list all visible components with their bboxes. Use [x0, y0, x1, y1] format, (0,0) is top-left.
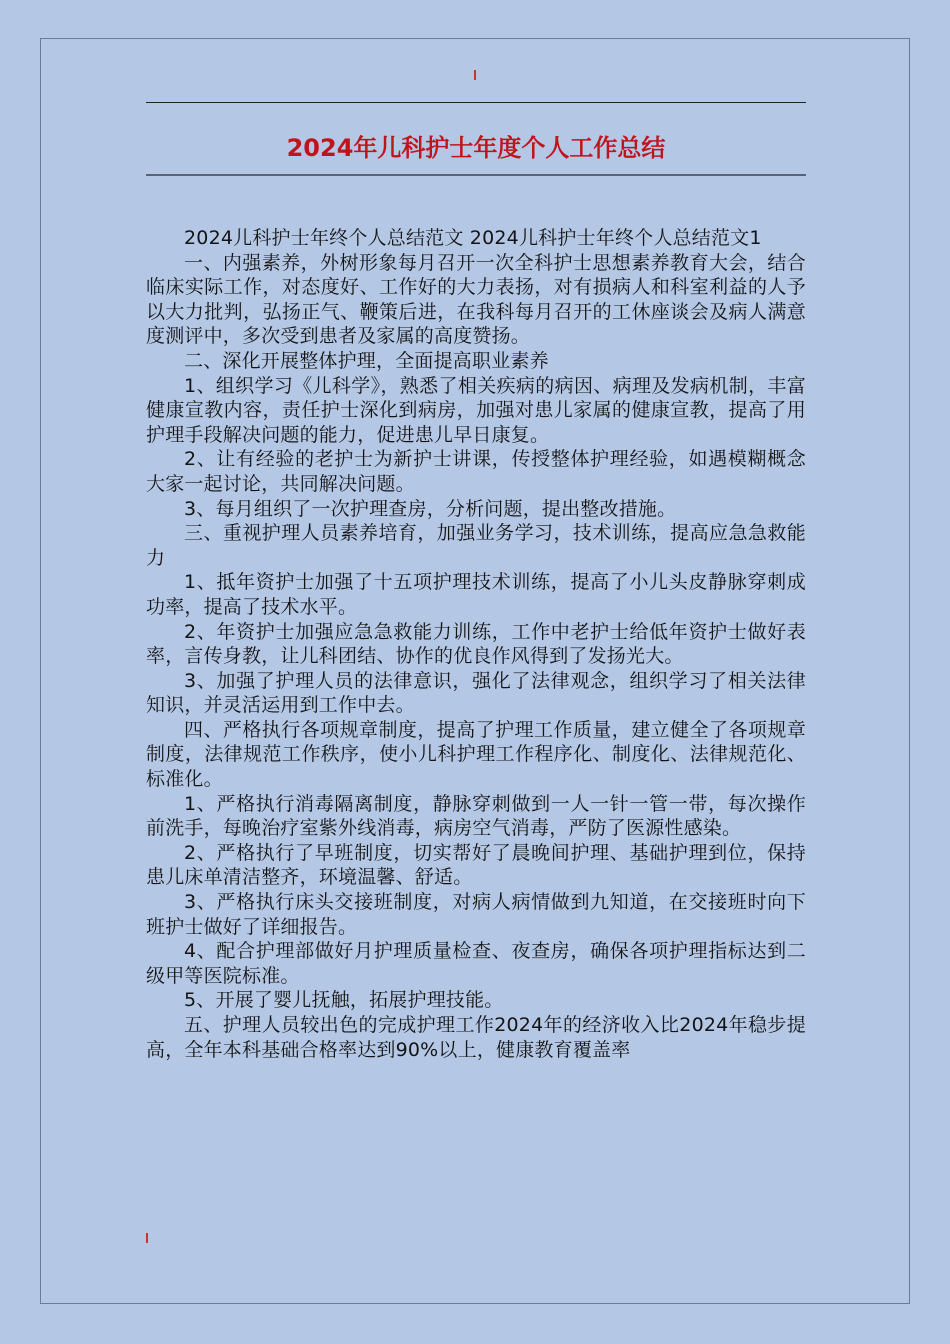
paragraph: 二、深化开展整体护理，全面提高职业素养	[184, 349, 549, 372]
paragraph: 一、内强素养，外树形象每月召开一次全科护士思想素养教育大会，结合临床实际工作，对态度好、工作好的大力表扬，对有损病人和科室利益的人予以大力批判，弘扬正气、鞭策后进，在我科每月召开的工休座谈会及病人满意度测评中，多次受到患者及家属的高度赞扬。	[146, 251, 806, 348]
paragraph: 5、开展了婴儿抚触，拓展护理技能。	[184, 989, 504, 1012]
paragraph: 2、年资护士加强应急急救能力训练，工作中老护士给低年资护士做好表率，言传身教，让儿科团结、协作的优良作风得到了发扬光大。	[146, 620, 806, 668]
paragraph: 3、严格执行床头交接班制度，对病人病情做到九知道，在交接班时向下班护士做好了详细报告。	[146, 891, 806, 938]
paragraph: 1、严格执行消毒隔离制度，静脉穿刺做到一人一针一管一带，每次操作前洗手，每晚治疗室紫外线消毒，病房空气消毒，严防了医源性感染。	[146, 792, 806, 840]
paragraph: 三、重视护理人员素养培育，加强业务学习，技术训练，提高应急急救能力	[146, 522, 806, 569]
paragraph: 4、配合护理部做好月护理质量检查、夜查房，确保各项护理指标达到二级甲等医院标准。	[146, 940, 806, 987]
document-body	[146, 226, 806, 1062]
paragraph: 1、抵年资护士加强了十五项护理技术训练，提高了小儿头皮静脉穿刺成功率，提高了技术水平。	[146, 571, 806, 618]
paragraph: 四、严格执行各项规章制度，提高了护理工作质量，建立健全了各项规章制度，法律规范工作秩序，使小儿科护理工作程序化、制度化、法律规范化、标准化。	[146, 718, 806, 791]
title-rule	[146, 174, 806, 176]
paragraph: 3、加强了护理人员的法律意识，强化了法律观念，组织学习了相关法律知识，并灵活运用到工作中去。	[146, 669, 806, 717]
header-mark	[474, 70, 476, 80]
paragraph: 2024儿科护士年终个人总结范文 2024儿科护士年终个人总结范文1	[184, 227, 762, 249]
paragraph: 3、每月组织了一次护理查房，分析问题，提出整改措施。	[184, 497, 677, 520]
paragraph: 五、护理人员较出色的完成护理工作2024年的经济收入比2024年稳步提高，全年本科基础合格率达到90%以上，健康教育覆盖率	[146, 1014, 806, 1061]
footer-mark	[146, 1233, 148, 1243]
paragraph: 2、让有经验的老护士为新护士讲课，传授整体护理经验，如遇模糊概念大家一起讨论，共同解决问题。	[146, 448, 806, 495]
document-title: 2024年儿科护士年度个人工作总结	[286, 134, 666, 162]
header-rule	[146, 102, 806, 103]
paragraph: 1、组织学习《儿科学》，熟悉了相关疾病的病因、病理及发病机制，丰富健康宣教内容，责任护士深化到病房，加强对患儿家属的健康宣教，提高了用护理手段解决问题的能力，促进患儿早日康复。	[146, 374, 806, 446]
paragraph: 2、严格执行了早班制度，切实帮好了晨晚间护理、基础护理到位，保持患儿床单清洁整齐，环境温馨、舒适。	[146, 841, 806, 889]
